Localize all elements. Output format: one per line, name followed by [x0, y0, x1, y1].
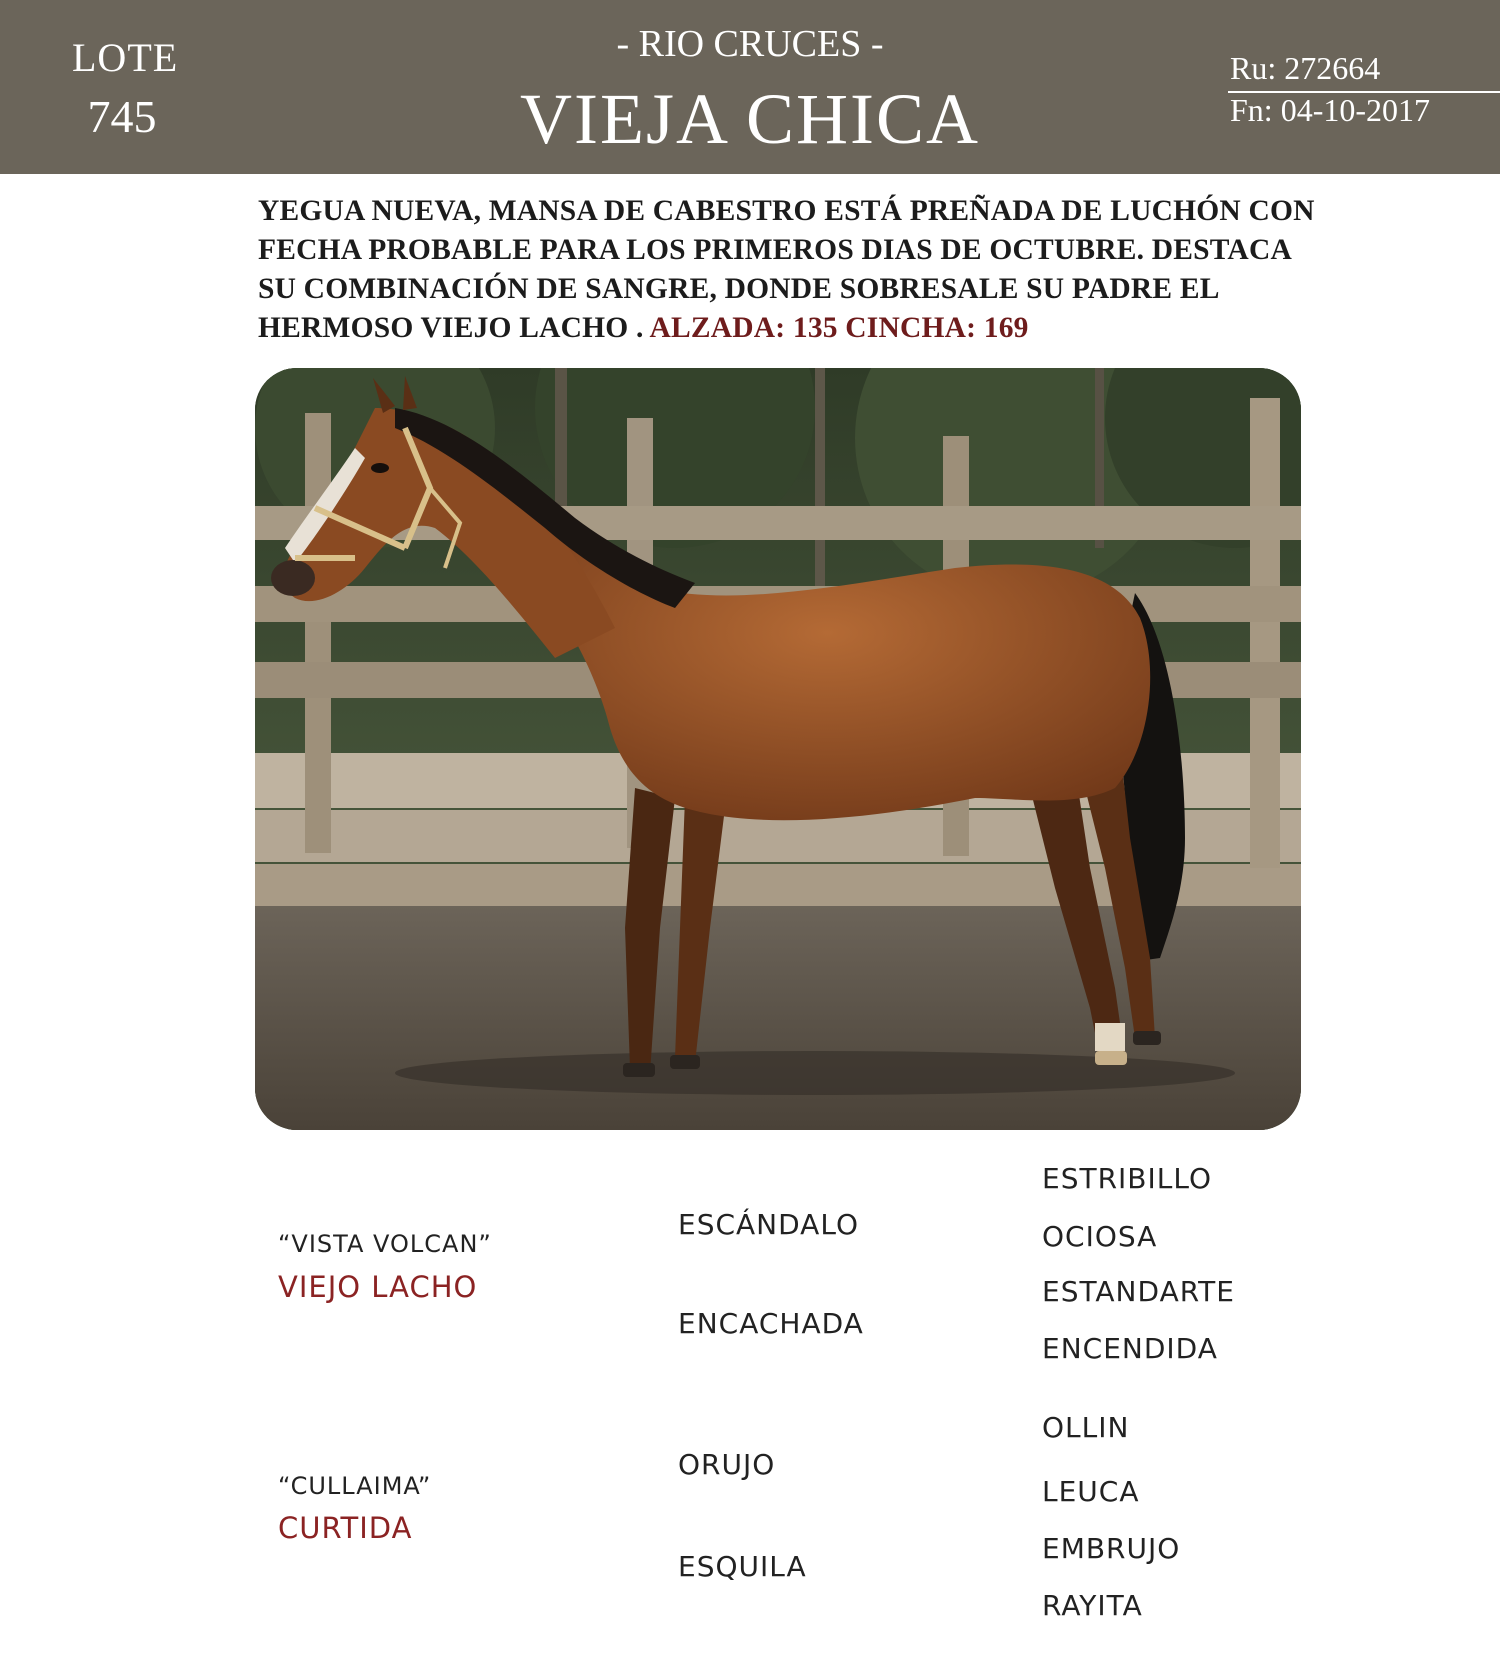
sire-sire-dam-name: OCIOSA — [1042, 1220, 1158, 1253]
sire-sire-sire-name: ESTRIBILLO — [1042, 1162, 1212, 1195]
dam-dam-name: ESQUILA — [678, 1550, 807, 1583]
lot-label: LOTE — [72, 35, 179, 80]
measurements: ALZADA: 135 CINCHA: 169 — [649, 312, 1029, 344]
dam-name: CURTIDA — [278, 1511, 413, 1545]
dam-breeder: “CULLAIMA” — [278, 1472, 432, 1500]
sire-sire-name: ESCÁNDALO — [678, 1208, 859, 1241]
sire-dam-sire-name: ESTANDARTE — [1042, 1275, 1235, 1308]
horse-name: VIEJA CHICA — [519, 79, 980, 159]
breeder-title: - RIO CRUCES - — [616, 23, 884, 65]
horse-photo — [255, 368, 1301, 1130]
sire-breeder: “VISTA VOLCAN” — [278, 1230, 492, 1258]
dam-sire-name: ORUJO — [678, 1448, 776, 1481]
dam-dam-sire-name: EMBRUJO — [1042, 1532, 1181, 1565]
registry-number: Ru: 272664 — [1230, 50, 1381, 86]
dam-dam-dam-name: RAYITA — [1042, 1589, 1143, 1622]
sire-dam-name: ENCACHADA — [678, 1307, 864, 1340]
lot-number: 745 — [87, 91, 157, 142]
birth-date: Fn: 04-10-2017 — [1230, 92, 1430, 128]
sire-name: VIEJO LACHO — [278, 1270, 478, 1304]
dam-sire-sire-name: OLLIN — [1042, 1411, 1130, 1444]
dam-sire-dam-name: LEUCA — [1042, 1475, 1140, 1508]
horse-description — [258, 192, 1318, 348]
header-band — [0, 0, 1500, 174]
bay-mare-photo-icon — [255, 368, 1301, 1130]
description-text: YEGUA NUEVA, MANSA DE CABESTRO ESTÁ PREÑADA DE LUCHÓN CON FECHA PROBABLE PARA LOS PRIMEROS DIAS DE OCTUBRE. DESTACA SU COMBINACIÓN DE SANGRE, DONDE SOBRESALE SU PADRE EL HERMOSO VIEJO LACHO . — [258, 195, 1315, 344]
sire-dam-dam-name: ENCENDIDA — [1042, 1332, 1218, 1365]
